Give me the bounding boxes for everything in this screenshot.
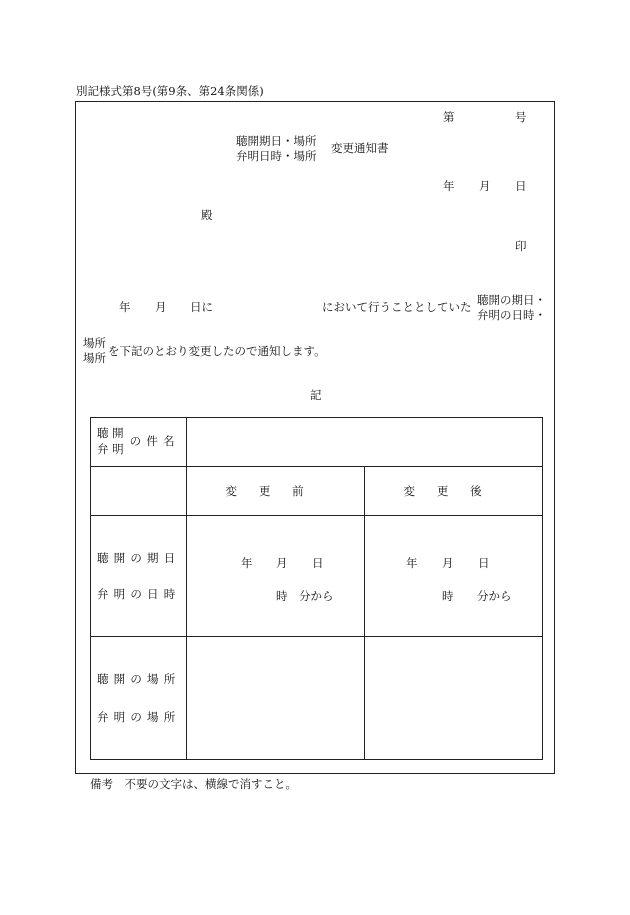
- before-header: 変更前: [225, 484, 326, 498]
- subject-label-cell: [91, 418, 187, 467]
- body-option-2: 弁明の日時・: [477, 308, 546, 322]
- after-header: 変更後: [403, 484, 504, 498]
- date-day: 日: [515, 179, 527, 193]
- addressee-suffix: 殿: [201, 208, 213, 222]
- date-year: 年: [443, 179, 455, 193]
- date-label-2: 弁明の日時: [97, 587, 181, 601]
- date-label-cell: [91, 516, 187, 637]
- date-month: 月: [479, 179, 491, 193]
- before-minute: 分から: [299, 589, 334, 603]
- subject-label-bottom: 弁 明: [97, 442, 124, 456]
- body-year: 年: [119, 300, 131, 314]
- footnote: 備考 不要の文字は、横線で消すこと。: [90, 777, 297, 791]
- after-date-cell: [365, 516, 543, 637]
- before-place-cell: [187, 637, 365, 760]
- title-option-2: 弁明日時・場所: [236, 149, 317, 163]
- number-dai: 第: [443, 110, 455, 124]
- after-month: 月: [442, 556, 454, 570]
- before-date-cell: [187, 516, 365, 637]
- after-hour: 時: [442, 589, 454, 603]
- body-option-1: 聴開の期日・: [477, 293, 546, 307]
- after-place-cell: [365, 637, 543, 760]
- record-table: [90, 417, 543, 760]
- after-year: 年: [406, 556, 418, 570]
- date-label-1: 聴開の期日: [97, 551, 181, 565]
- body-day: 日に: [190, 300, 213, 314]
- after-day: 日: [478, 556, 490, 570]
- body-cont-2: 場所: [83, 351, 106, 365]
- subject-label-suffix: の件名: [129, 434, 180, 448]
- ki-heading: 記: [310, 388, 322, 402]
- title-suffix: 変更通知書: [331, 141, 389, 155]
- after-header-cell: [365, 467, 543, 516]
- header-blank-cell: [91, 467, 187, 516]
- place-label-2: 弁明の場所: [97, 710, 181, 724]
- body-rest: を下記のとおり変更したので通知します。: [108, 344, 326, 358]
- body-cont-1: 場所: [83, 336, 106, 350]
- place-label-1: 聴開の場所: [97, 672, 181, 686]
- after-minute: 分から: [477, 589, 512, 603]
- subject-value-cell: [187, 418, 543, 467]
- before-day: 日: [312, 556, 324, 570]
- before-month: 月: [276, 556, 288, 570]
- number-go: 号: [515, 110, 527, 124]
- before-year: 年: [241, 556, 253, 570]
- subject-label-top: 聴 開: [97, 426, 124, 441]
- title-option-1: 聴開期日・場所: [236, 134, 317, 148]
- before-hour: 時: [276, 589, 288, 603]
- form-label: 別記様式第8号(第9条、第24条関係): [76, 84, 264, 98]
- seal-mark: 印: [515, 239, 527, 253]
- before-header-cell: [187, 467, 365, 516]
- body-phrase: において行うこととしていた: [322, 300, 472, 314]
- body-month: 月: [155, 300, 167, 314]
- place-label-cell: [91, 637, 187, 760]
